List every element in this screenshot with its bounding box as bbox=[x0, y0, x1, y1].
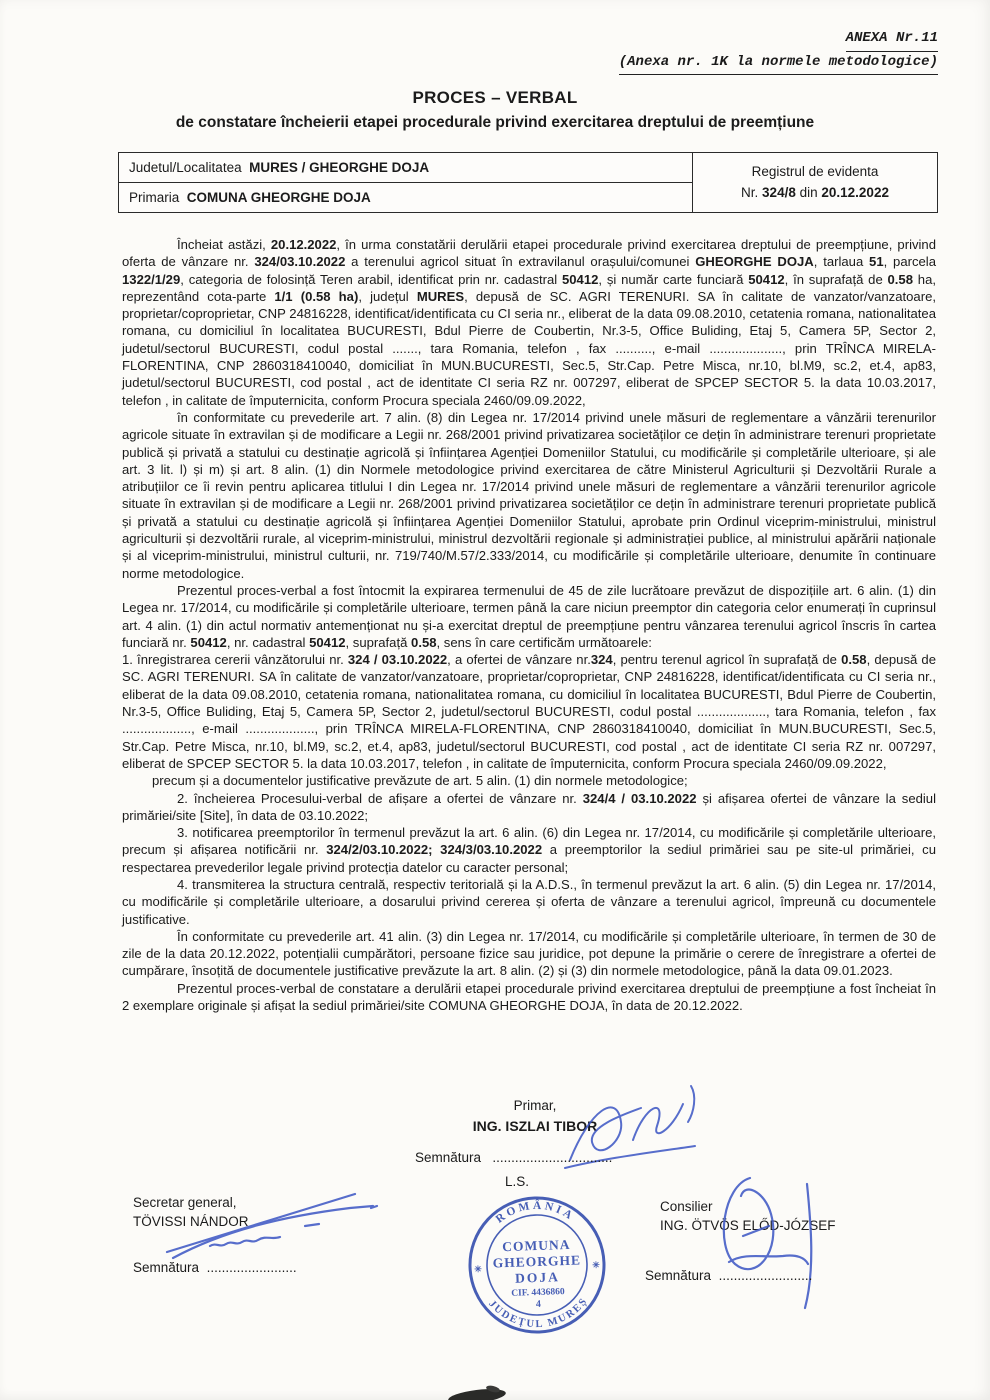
ls-label: L.S. bbox=[505, 1174, 530, 1189]
page-subtitle: de constatare încheierii etapei procedurale privind exercitarea dreptului de preemțiune bbox=[175, 114, 815, 131]
anexa-line-1: ANEXA Nr.11 bbox=[846, 28, 938, 52]
cell-registry bbox=[693, 153, 938, 213]
anexa-line-2: (Anexa nr. 1K la normele metodologice) bbox=[619, 52, 938, 76]
anexa-note bbox=[619, 28, 938, 75]
stamp-line3: DOJA bbox=[514, 1269, 561, 1286]
stamp-number: 4 bbox=[535, 1298, 542, 1311]
paragraph: În conformitate cu prevederile art. 41 alin. (3) din Legea nr. 17/2014, cu modificările și completările ulterioare, în termen de 30 de zile de la data 20.12.2022, potențialii cumpărători, persoane fizice sau juridice, pot depune la primărie o cerere de înregistrare a ofertei de cumpărare, însoțită de documentele justificative prevăzute la art. 8 alin. (2) și (3) din normele metodologice, până la data 09.01.2023. bbox=[122, 928, 936, 979]
stamp-cif: CIF. 4436860 bbox=[511, 1287, 565, 1299]
paragraph: precum și a documentelor justificative prevăzute de art. 5 alin. (1) din normele metodologice; bbox=[152, 773, 688, 789]
secretar-name: TÖVISSI NÁNDOR bbox=[133, 1213, 249, 1229]
secretar-block bbox=[133, 1194, 249, 1232]
official-stamp bbox=[464, 1192, 611, 1339]
secretar-title: Secretar general, bbox=[133, 1195, 237, 1210]
primar-name: ING. ISZLAI TIBOR bbox=[472, 1117, 598, 1134]
secretar-semnatura-line bbox=[133, 1260, 297, 1275]
paragraph: 3. notificarea preemptorilor în termenul prevăzut la art. 6 alin. (6) din Legea nr. 17/2014, cu modificările și completările ulterioare, precum și afișarea notificării nr. 324/2/03.10.2022; 324/3/03.10.2022 a preemptorilor la sediul primăriei sau pe site-ul primăriei, cu respectarea prevederilor legale privind protecția datelor cu caracter personal; bbox=[122, 825, 936, 875]
paragraph: Încheiat astăzi, 20.12.2022, în urma constatării derulării etapei procedurale privind exercitarea dreptului de preempțiune, privind oferta de vânzare nr. 324/03.10.2022 a terenului agricol situat în extravilanul orașului/comunei GHEORGHE DOJA, tarlaua 51, parcela 1322/1/29, categoria de folosință Teren arabil, identificat prin nr. cadastral 50412, și număr carte funciară 50412, în suprafață de 0.58 ha, reprezentând cota-parte 1/1 (0.58 ha), județul MURES, depusă de SC. AGRI TERENURI. SA în calitate de vanzator/vanzatoare, proprietar/coproprietar, CNP 24816228, identificat/identificata cu CI seria nr., eliberat de la data 09.08.2010, cetatenia romana, nationalitatea romana, cu domiciliul în localitatea BUCURESTI, Bdul Pierre de Coubertin, Nr.3-5, Office Buliding, Etaj 5, Camera 5P, Sector 2, judetul/sectorul BUCURESTI, codul postal ......., tara Romania, telefon , fax .........., e-mail ...................., prin TRÎNCA MIRELA- FLORENTINA, CNP 2860318410040, domiciliat în MUN.BUCURESTI, Sec.5, Str.Cap. Petre Misca, nr.10, bl.M9, sc.2, et.4, ap83, judetul/sectorul BUCURESTI, cod postal , act de identitate CI seria RZ nr. 007297, eliberat de SPCEP SECTOR 5. la data 10.03.2017, telefon , in calitate de împuternicita, conform Procura speciala 2460/09.09.2022, bbox=[122, 237, 936, 408]
semnatura-label: Semnătura bbox=[645, 1268, 712, 1283]
consilier-title: Consilier bbox=[660, 1199, 713, 1214]
dotted-line: ........................ bbox=[206, 1260, 297, 1275]
primar-semnatura-line bbox=[415, 1150, 612, 1165]
stamp-star-right: ✳ bbox=[592, 1259, 600, 1271]
dotted-line: ................................ bbox=[492, 1150, 613, 1165]
consilier-block bbox=[660, 1198, 836, 1236]
stamp-star-left: ✳ bbox=[474, 1263, 483, 1275]
signature-section bbox=[0, 1088, 990, 1400]
page-title: PROCES – VERBAL bbox=[412, 88, 578, 107]
primar-title: Primar, bbox=[513, 1098, 557, 1113]
cell-judet bbox=[119, 153, 693, 183]
consilier-signature-ink bbox=[695, 1166, 835, 1316]
paragraph: în conformitate cu prevederile art. 7 alin. (8) din Legea nr. 17/2014 privind unele măsuri de reglementare a vânzării terenurilor agricole situate în extravilan și de modificare a Legii nr. 268/2001 privind privatizarea societăților ce dețin în administrare terenuri proprietate publică și privată a statului cu destinație agricolă și înființarea Agenției Domeniilor Statului, cu modificările și completările ulterioare, și ale art. 3 lit. l) și m) și art. 8 alin. (1) din Normele metodologice privind exercitarea de către Ministerul Agriculturii și Dezvoltării Rurale a atribuțiilor ce îi revin pentru aplicarea titlului I din Legea nr. 17/2014 privind unele măsuri de reglementare a vânzării terenurilor agricole situate în extravilan și de modificare a Legii nr. 268/2001 privind privatizarea societăților ce dețin în administrare terenuri proprietate publică și privată a statului cu destinație agricolă și înființarea Agenției Domeniilor Statului, aprobate prin Ordinul viceprim-ministrului, ministrul agriculturii și dezvoltării rurale, al viceprim-ministrului, ministrul dezvoltării regionale și administrației publice, al ministrului apărării naționale și al viceprim-ministrului, ministrul culturii, nr. 719/740/M.57/2.333/2014, cu modificările și completările ulterioare, denumite în continuare norme metodologice. bbox=[122, 409, 936, 581]
table-row bbox=[119, 153, 938, 183]
registry-date: 20.12.2022 bbox=[821, 184, 889, 200]
semnatura-label: Semnătura bbox=[133, 1260, 200, 1275]
paragraph: 4. transmiterea la structura centrală, respectiv teritorială și la A.D.S., în termenul prevăzut la art. 6 alin. (5) din Legea nr. 17/2014, cu modificările și completările ulterioare, a dosarului privind cererea și oferta de vânzare a terenului agricol, împreună cu documentele justificative. bbox=[122, 876, 936, 927]
paragraph: 2. încheierea Procesului-verbal de afișare a ofertei de vânzare nr. 324/4 / 03.10.2022 și afișarea ofertei de vânzare la sediul primăriei/site [Site], în data de 03.10.2022; bbox=[122, 790, 936, 823]
svg-text:JUDEȚUL MUREȘ: JUDEȚUL MUREȘ bbox=[486, 1295, 591, 1331]
document-body bbox=[122, 236, 936, 1014]
registry-number: 324/8 bbox=[762, 184, 796, 200]
primar-block bbox=[410, 1096, 660, 1136]
judet-value: MURES / GHEORGHE DOJA bbox=[249, 160, 430, 175]
dotted-line: ......................... bbox=[718, 1268, 813, 1283]
registry-label: Registrul de evidenta bbox=[751, 164, 879, 180]
svg-text:ROMÂNIA: ROMÂNIA bbox=[493, 1199, 577, 1226]
stamp-line2: GHEORGHE bbox=[492, 1252, 582, 1271]
judet-label: Judetul/Localitatea bbox=[129, 160, 242, 175]
info-table bbox=[118, 152, 938, 213]
registry-prefix: Nr. bbox=[741, 184, 759, 200]
registry-din: din bbox=[799, 184, 818, 200]
primaria-value: COMUNA GHEORGHE DOJA bbox=[186, 190, 371, 205]
consilier-name: ING. ÖTVÖS ELŐD-JÓZSEF bbox=[660, 1217, 836, 1233]
paragraph: Prezentul proces-verbal a fost întocmit la expirarea termenului de 45 de zile lucrătoare prevăzut de dispozițiile art. 6 alin. (1) din Legea nr. 17/2014, cu modificările și completările ulterioare, termen până la care niciun preemptor din categoria celor enumerați în cuprinsul art. 4 alin. (1) din actul normativ antemenționat nu și-a exercitat dreptul de preempțiune pentru vânzarea terenului agricol înscris în cartea funciară nr. 50412, nr. cadastral 50412, suprafață 0.58, sens în care certificăm următoarele: bbox=[122, 582, 936, 650]
consilier-semnatura-line bbox=[645, 1268, 812, 1283]
primaria-label: Primaria bbox=[129, 190, 180, 205]
paragraph: 1. înregistrarea cererii vânzătorului nr. 324 / 03.10.2022, a ofertei de vânzare nr.324, pentru terenul agricol în suprafață de 0.58, depusă de SC. AGRI TERENURI. SA în calitate de vanzator/vanzatoare, proprietar/coproprietar, CNP 24816228, identificat/identificata cu CI seria nr., eliberat de la data 09.08.2010, cetatenia romana, nationalitatea romana, cu domiciliul în localitatea BUCURESTI, Bdul Pierre de Coubertin, Nr.3-5, Office Buliding, Etaj 5, Camera 5P, Sector 2, judetul/sectorul BUCURESTI, codul postal ..................., tara Romania, telefon , fax ..................., e-mail ..................., prin TRÎNCA MIRELA-FLORENTINA, CNP 2860318410040, domiciliat în MUN.BUCURESTI, Sec.5, Str.Cap. Petre Misca, nr.10, bl.M9, sc.2, et.4, ap83, judetul/sectorul BUCURESTI, cod postal , act de identitate CI seria RZ nr. 007297, eliberat de SPCEP SECTOR 5. la data 10.03.2017, telefon , in calitate de împuternicita, conform Procura speciala 2460/09.09.2022, bbox=[122, 652, 936, 771]
cell-primaria bbox=[119, 183, 693, 213]
title-block bbox=[0, 88, 990, 132]
paragraph: Prezentul proces-verbal de constatare a derulării etapei procedurale privind exercitarea dreptului de preempțiune a fost încheiat în 2 exemplare originale și afișat la sediul primăriei/site COMUNA GHEORGHE DOJA, în data de 20.12.2022. bbox=[122, 980, 936, 1014]
stamp-line1: COMUNA bbox=[501, 1236, 571, 1255]
semnatura-label: Semnătura bbox=[415, 1150, 482, 1165]
